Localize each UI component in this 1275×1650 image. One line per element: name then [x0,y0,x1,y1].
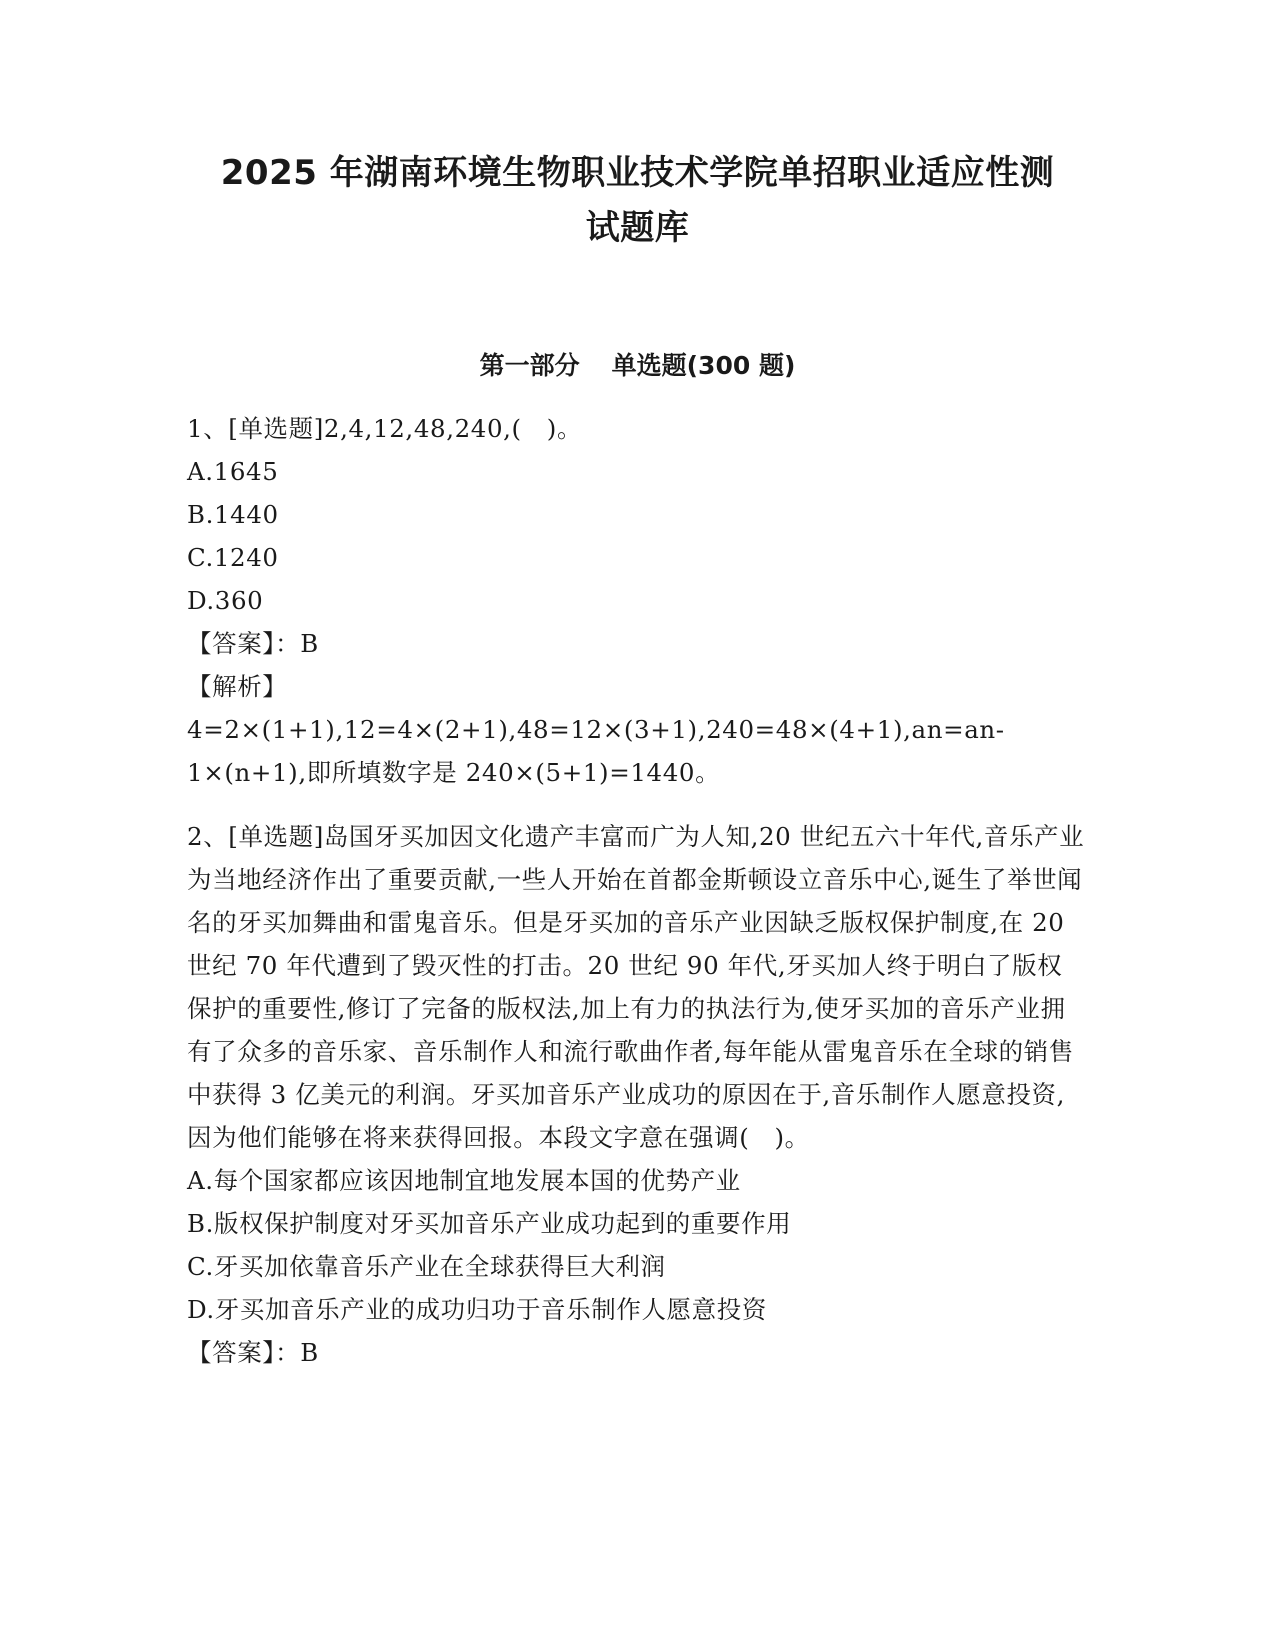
analysis-line-2: 1×(n+1),即所填数字是 240×(5+1)=1440。 [187,758,721,787]
document-title [150,146,1125,256]
document-title-line-1: 2025 年湖南环境生物职业技术学院单招职业适应性测 [220,153,1055,193]
option-c: C.1240 [187,543,279,572]
option-d: D.牙买加音乐产业的成功归功于音乐制作人愿意投资 [187,1295,767,1324]
analysis-label: 【解析】 [187,672,288,701]
section-title [150,348,1125,384]
option-a: A.1645 [187,457,279,486]
question-stem: 2、[单选题]岛国牙买加因文化遗产丰富而广为人知,20 世纪五六十年代,音乐产业为当地经济作出了重要贡献,一些人开始在首都金斯顿设立音乐中心,诞生了举世闻名的牙买加舞曲和雷鬼音乐。但是牙买加的音乐产业因缺乏版权保护制度,在 20 世纪 70 年代遭到了毁灭性的打击。20 世纪 90 年代,牙买加人终于明白了版权保护的重要性,修订了完备的版权法,加上有力的执法行为,使牙买加的音乐产业拥有了众多的音乐家、音乐制作人和流行歌曲作者,每年能从雷鬼音乐在全球的销售中获得 3 亿美元的利润。牙买加音乐产业成功的原因在于,音乐制作人愿意投资,因为他们能够在将来获得回报。本段文字意在强调( )。 [187,822,1085,1152]
analysis-line-1: 4=2×(1+1),12=4×(2+1),48=12×(3+1),240=48×(4+1),an=an- [187,715,1005,744]
option-d: D.360 [187,586,264,615]
option-b: B.1440 [187,500,279,529]
question-stem: 1、[单选题]2,4,12,48,240,( )。 [187,414,583,443]
section-name-label: 单选题(300 题) [611,351,796,380]
option-b: B.版权保护制度对牙买加音乐产业成功起到的重要作用 [187,1209,792,1238]
answer-label: 【答案】：B [187,629,319,658]
option-c: C.牙买加依靠音乐产业在全球获得巨大利润 [187,1252,666,1281]
question-2 [187,815,1087,1374]
section-part-label: 第一部分 [479,351,580,380]
answer-label: 【答案】：B [187,1338,319,1367]
document-title-line-2: 试题库 [585,208,690,248]
question-1 [187,407,1087,794]
option-a: A.每个国家都应该因地制宜地发展本国的优势产业 [187,1166,741,1195]
